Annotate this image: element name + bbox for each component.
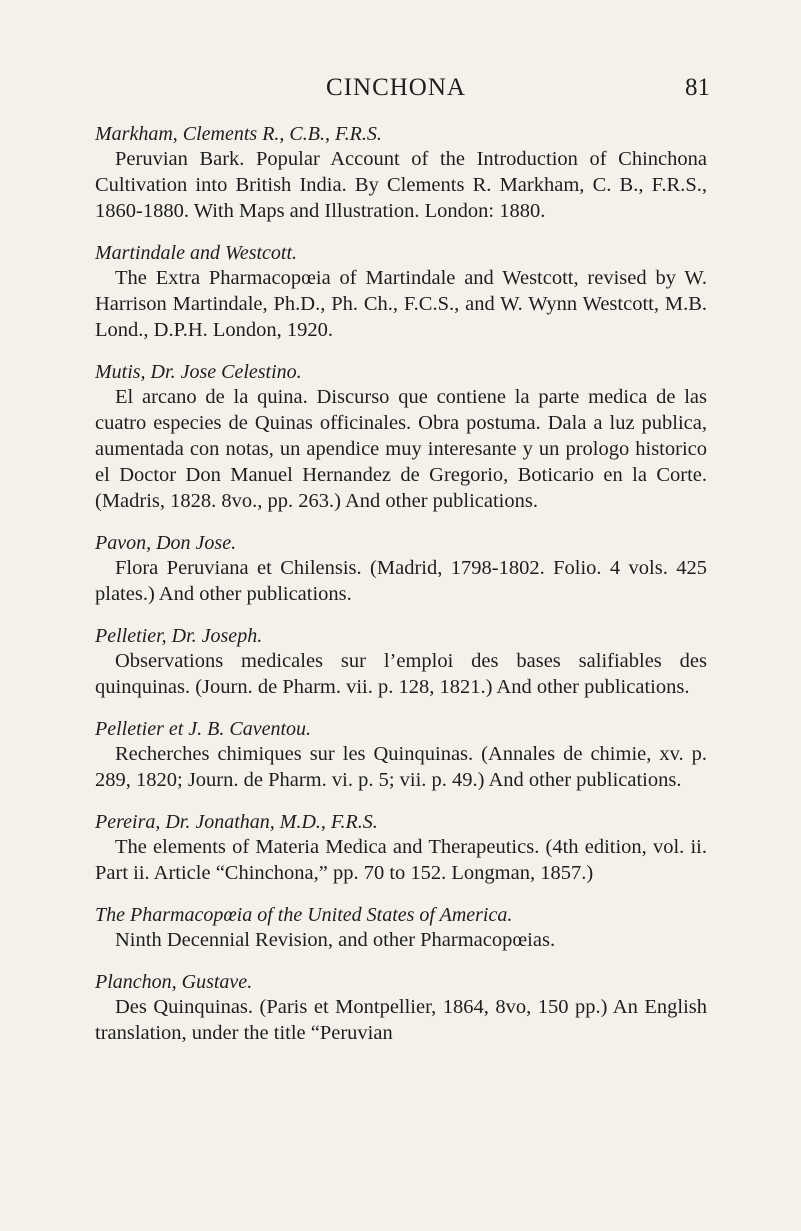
entry-author: The Pharmacopœia of the United States of America. [95,904,513,926]
bibliography-entry [95,122,707,224]
entry-text: Flora Peruviana et Chilensis. (Madrid, 1798-1802. Folio. 4 vols. 425 plates.) And other publications. [95,557,707,605]
bibliography-entry [95,624,707,700]
entry-text: Recherches chimiques sur les Quinquinas. (Annales de chimie, xv. p. 289, 1820; Journ. de Pharm. vi. p. 5; vii. p. 49.) And other publications. [95,743,707,791]
running-title: CINCHONA [326,74,466,101]
entry-text: Observations medicales sur l’emploi des bases salifiables des quinquinas. (Journ. de Pharm. vii. p. 128, 1821.) And other publications. [95,650,707,698]
entry-author: Martindale and Westcott. [95,242,298,264]
entry-author: Pelletier, Dr. Joseph. [95,625,263,647]
bibliography-list [95,122,707,1063]
entry-author: Pelletier et J. B. Caventou. [95,718,312,740]
bibliography-entry [95,903,707,953]
entry-text: The Extra Pharmacopœia of Martindale and Westcott, revised by W. Harrison Martindale, Ph.D., Ph. Ch., F.C.S., and W. Wynn Westcott, M.B. Lond., D.P.H. London, 1920. [95,267,707,341]
entry-text: Peruvian Bark. Popular Account of the Introduction of Chinchona Cultivation into British India. By Clements R. Markham, C. B., F.R.S., 1860-1880. With Maps and Illustration. London: 1880. [95,148,707,222]
bibliography-entry [95,810,707,886]
entry-author: Planchon, Gustave. [95,971,253,993]
entry-author: Mutis, Dr. Jose Celestino. [95,361,302,383]
page-number: 81 [685,74,710,101]
entry-text: El arcano de la quina. Discurso que contiene la parte medica de las cuatro especies de Quinas officinales. Obra postuma. Dala a luz publica, aumentada con notas, un apendice muy interesante y un prologo historico el Doctor Don Manuel Hernandez de Gregorio, Boticario en la Corte. (Madris, 1828. 8vo., pp. 263.) And other publications. [95,386,707,512]
bibliography-entry [95,970,707,1046]
entry-author: Pavon, Don Jose. [95,532,237,554]
entry-text: Ninth Decennial Revision, and other Pharmacopœias. [115,929,556,951]
bibliography-entry [95,531,707,607]
bibliography-entry [95,717,707,793]
entry-author: Pereira, Dr. Jonathan, M.D., F.R.S. [95,811,378,833]
entry-text: Des Quinquinas. (Paris et Montpellier, 1864, 8vo, 150 pp.) An English translation, under the title “Peruvian [95,996,707,1044]
page-header [96,74,710,108]
bibliography-entry [95,360,707,514]
entry-author: Markham, Clements R., C.B., F.R.S. [95,123,382,145]
entry-text: The elements of Materia Medica and Therapeutics. (4th edition, vol. ii. Part ii. Article “Chinchona,” pp. 70 to 152. Longman, 1857.) [95,836,707,884]
bibliography-entry [95,241,707,343]
